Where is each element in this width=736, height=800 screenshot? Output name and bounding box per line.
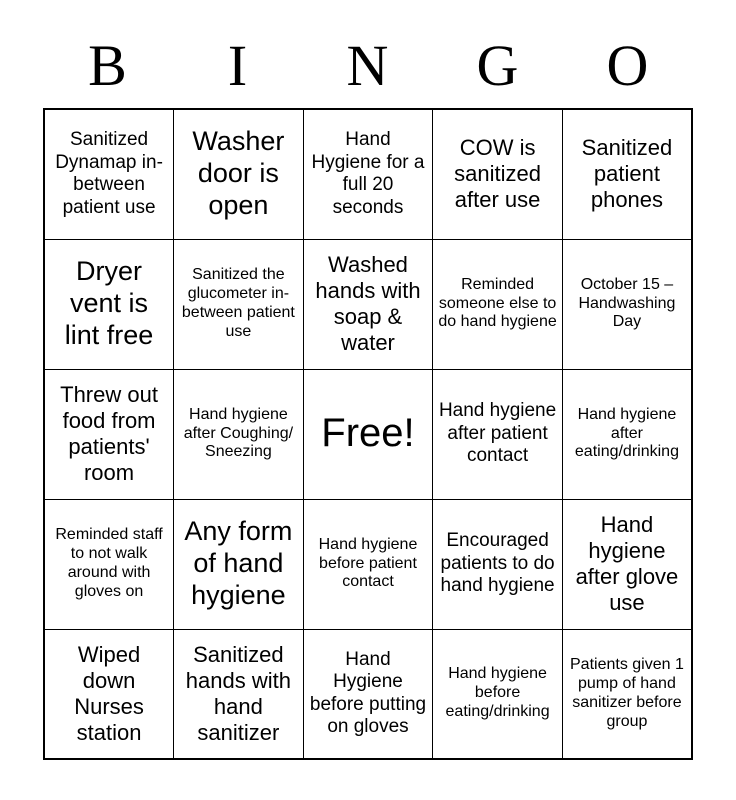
- bingo-cell[interactable]: Sanitized patient phones: [562, 109, 692, 239]
- bingo-cell[interactable]: Patients given 1 pump of hand sanitizer before group: [562, 629, 692, 759]
- bingo-cell[interactable]: Washer door is open: [174, 109, 304, 239]
- bingo-cell[interactable]: Sanitized Dynamap in-between patient use: [44, 109, 174, 239]
- bingo-header-letter-i: I: [227, 33, 249, 98]
- bingo-cell[interactable]: Washed hands with soap & water: [303, 239, 433, 369]
- bingo-cell[interactable]: October 15 – Handwashing Day: [562, 239, 692, 369]
- bingo-row: [44, 239, 692, 369]
- bingo-cell[interactable]: Hand hygiene after Coughing/ Sneezing: [174, 369, 304, 499]
- bingo-row: [44, 109, 692, 239]
- bingo-cell[interactable]: Wiped down Nurses station: [44, 629, 174, 759]
- bingo-cell[interactable]: Sanitized hands with hand sanitizer: [174, 629, 304, 759]
- bingo-cell[interactable]: Reminded someone else to do hand hygiene: [433, 239, 563, 369]
- bingo-cell[interactable]: Sanitized the glucometer in-between patient use: [174, 239, 304, 369]
- bingo-header-letter-o: O: [606, 33, 650, 98]
- bingo-grid: [43, 108, 693, 760]
- bingo-cell[interactable]: COW is sanitized after use: [433, 109, 563, 239]
- bingo-row: [44, 369, 692, 499]
- bingo-header-letter-g: G: [476, 33, 520, 98]
- bingo-cell[interactable]: Dryer vent is lint free: [44, 239, 174, 369]
- bingo-header-letter-b: B: [88, 33, 128, 98]
- bingo-cell[interactable]: Threw out food from patients' room: [44, 369, 174, 499]
- bingo-cell[interactable]: Any form of hand hygiene: [174, 499, 304, 629]
- bingo-cell-free[interactable]: Free!: [303, 369, 433, 499]
- bingo-cell[interactable]: Hand hygiene before eating/drinking: [433, 629, 563, 759]
- bingo-cell[interactable]: Hand hygiene after glove use: [562, 499, 692, 629]
- bingo-cell[interactable]: Hand Hygiene for a full 20 seconds: [303, 109, 433, 239]
- bingo-header-letter-n: N: [346, 33, 390, 98]
- bingo-cell[interactable]: Hand hygiene after patient contact: [433, 369, 563, 499]
- bingo-cell[interactable]: Reminded staff to not walk around with gloves on: [44, 499, 174, 629]
- bingo-header: [43, 0, 693, 102]
- bingo-cell[interactable]: Encouraged patients to do hand hygiene: [433, 499, 563, 629]
- bingo-cell[interactable]: Hand Hygiene before putting on gloves: [303, 629, 433, 759]
- bingo-cell[interactable]: Hand hygiene before patient contact: [303, 499, 433, 629]
- bingo-cell[interactable]: Hand hygiene after eating/drinking: [562, 369, 692, 499]
- bingo-row: [44, 629, 692, 759]
- bingo-row: [44, 499, 692, 629]
